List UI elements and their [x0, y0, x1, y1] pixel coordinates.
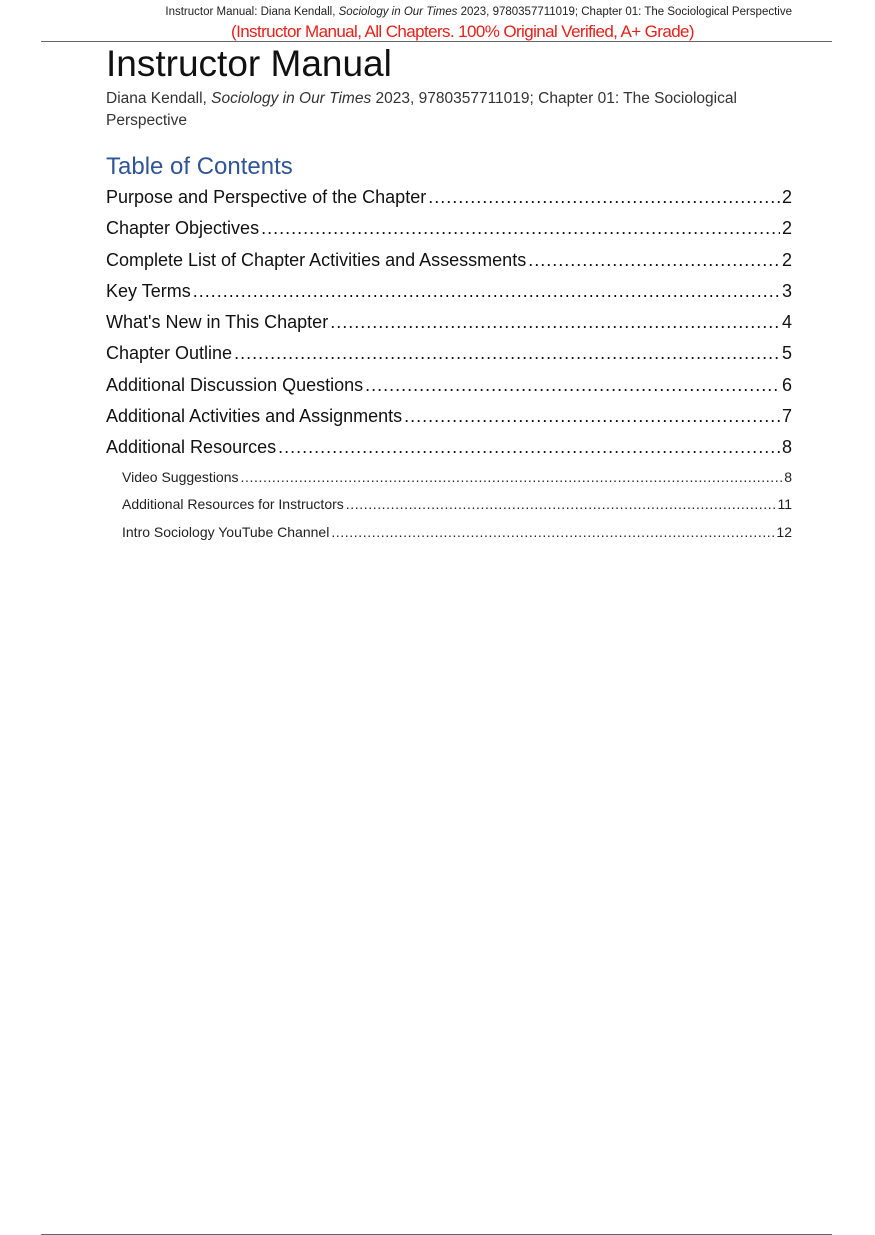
toc-entry-page: 6 — [781, 374, 792, 395]
toc-entry[interactable] — [106, 432, 792, 463]
toc-entry-label: Chapter Outline — [106, 343, 233, 364]
toc-entry-label: Chapter Objectives — [106, 218, 260, 239]
running-head-book-title: Sociology in Our Times — [338, 6, 458, 18]
toc-entry-label: Purpose and Perspective of the Chapter — [106, 187, 427, 207]
toc-subentry[interactable] — [106, 491, 792, 519]
running-head-prefix: Instructor Manual: Diana Kendall, — [165, 6, 339, 18]
toc-entry-label: Additional Resources — [106, 437, 277, 458]
watermark-banner: (Instructor Manual, All Chapters. 100% Original Verified, A+ Grade) — [231, 22, 694, 41]
toc-subentry-page: 8 — [784, 468, 792, 485]
toc-dot-leader — [528, 245, 780, 276]
subtitle-book-title: Sociology in Our Times — [211, 90, 372, 107]
toc-subentry[interactable] — [106, 519, 792, 547]
toc-entry-page: 2 — [781, 249, 792, 270]
document-title: Instructor Manual — [106, 43, 392, 84]
toc-entry[interactable] — [106, 276, 792, 307]
toc-entry-page: 7 — [781, 406, 792, 427]
toc-heading: Table of Contents — [106, 153, 293, 180]
toc-entry[interactable] — [106, 401, 792, 432]
toc-dot-leader — [330, 307, 780, 338]
toc-entry-label: Additional Discussion Questions — [106, 374, 364, 395]
toc-subentry-label: Additional Resources for Instructors — [122, 496, 344, 513]
running-head-suffix: 2023, 9780357711019; Chapter 01: The Sociological Perspective — [457, 6, 792, 18]
toc-subentry-page: 11 — [777, 496, 792, 513]
toc-entry-label: Key Terms — [106, 280, 191, 301]
toc-dot-leader — [331, 519, 774, 547]
subtitle-prefix: Diana Kendall, — [106, 90, 212, 107]
toc-subentry-page: 12 — [776, 523, 792, 540]
document-subtitle — [106, 88, 792, 132]
toc-entry-page: 2 — [781, 187, 792, 207]
toc-dot-leader — [278, 432, 780, 463]
toc-subentry-label: Intro Sociology YouTube Channel — [122, 523, 330, 540]
toc-dot-leader — [365, 370, 780, 401]
toc-subentry[interactable] — [106, 464, 792, 492]
running-head — [165, 6, 792, 18]
table-of-contents — [106, 182, 792, 546]
toc-entry-label: Additional Activities and Assignments — [106, 406, 403, 427]
toc-dot-leader — [261, 213, 780, 244]
toc-entry[interactable] — [106, 307, 792, 338]
toc-entry-label: What's New in This Chapter — [106, 312, 329, 333]
subtitle-suffix: 2023, 9780357711019; Chapter 01: The Sociological Perspective — [106, 90, 737, 129]
toc-entry[interactable] — [106, 338, 792, 369]
toc-dot-leader — [428, 182, 780, 213]
toc-entry[interactable] — [106, 245, 792, 276]
toc-entry-page: 8 — [781, 437, 792, 458]
toc-subentry-label: Video Suggestions — [122, 468, 239, 485]
document-body — [106, 42, 792, 546]
toc-entry[interactable] — [106, 213, 792, 244]
toc-dot-leader — [234, 338, 780, 369]
toc-entry-page: 4 — [781, 312, 792, 333]
toc-entry-label: Complete List of Chapter Activities and Assessments — [106, 249, 527, 270]
toc-entry[interactable] — [106, 182, 792, 213]
toc-entry-page: 3 — [781, 280, 792, 301]
toc-entry[interactable] — [106, 370, 792, 401]
toc-dot-leader — [193, 276, 780, 307]
toc-dot-leader — [241, 464, 783, 492]
toc-entry-page: 2 — [781, 218, 792, 239]
toc-entry-page: 5 — [781, 343, 792, 364]
toc-dot-leader — [404, 401, 780, 432]
toc-dot-leader — [346, 491, 776, 519]
